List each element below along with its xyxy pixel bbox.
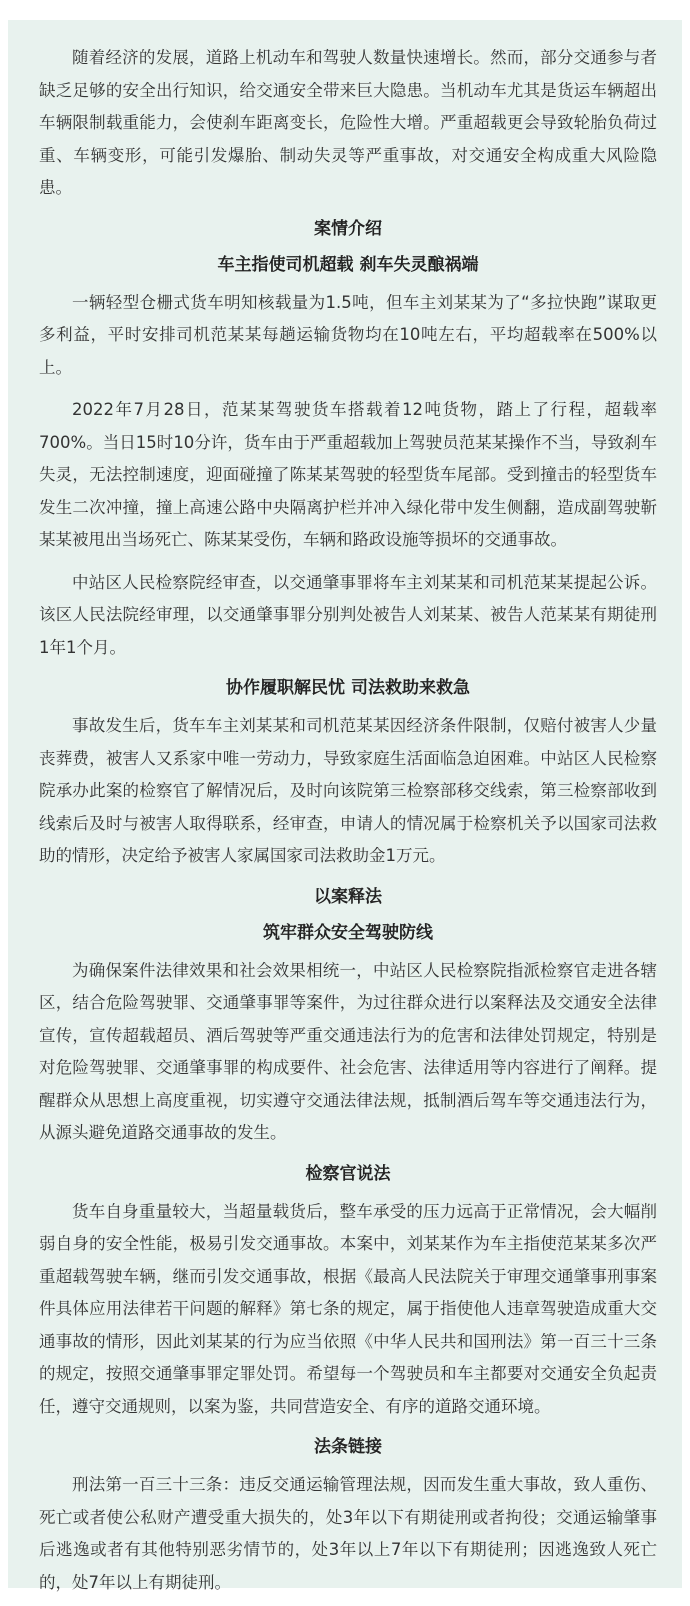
- section-title-prosecutor-says: 检察官说法: [305, 1163, 391, 1184]
- section-title-law-link: 法条链接: [314, 1437, 382, 1457]
- subheading-safe-driving: 筑牢群众安全驾驶防线: [263, 922, 433, 943]
- subheading-overload: 车主指使司机超载 刹车失灵酿祸端: [217, 254, 479, 275]
- section-title-case-intro: 案情介绍: [314, 218, 382, 239]
- law-explain-paragraph: 为确保案件法律效果和社会效果相统一，中站区人民检察院指派检察官走进各辖区，结合危险驾驶罪、交通肇事罪等案件，为过往群众进行以案释法及交通安全法律宣传，宣传超载超员、酒后驾驶等严重交通违法行为的危害和法律处罚规定，特别是对危险驾驶罪、交通肇事罪的构成要件、社会危害、法律适用等内容进行了阐释。提醒群众从思想上高度重视，切实遵守交通法律法规，抵制酒后驾车等交通违法行为，从源头避免道路交通事故的发生。: [39, 960, 657, 1142]
- case-paragraph-3: 中站区人民检察院经审查，以交通肇事罪将车主刘某某和司机范某某提起公诉。该区人民法院经审理，以交通肇事罪分别判处被告人刘某某、被告人范某某有期徒刑1年1个月。: [39, 572, 657, 657]
- case-paragraph-1: 一辆轻型仓栅式货车明知核载量为1.5吨，但车主刘某某为了“多拉快跑”谋取更多利益，平时安排司机范某某每趟运输货物均在10吨左右，平均超载率在500%以上。: [39, 292, 657, 377]
- case-paragraph-2: 2022年7月28日，范某某驾驶货车搭载着12吨货物，踏上了行程，超载率700%。当日15时10分许，货车由于严重超载加上驾驶员范某某操作不当，导致刹车失灵，无法控制速度，迎面碰撞了陈某某驾驶的轻型货车尾部。受到撞击的轻型货车发生二次冲撞，撞上高速公路中央隔离护栏并冲入绿化带中发生侧翻，造成副驾驶靳某某被甩出当场死亡、陈某某受伤，车辆和路政设施等损坏的交通事故。: [39, 400, 657, 549]
- section-title-law-explain: 以案释法: [314, 886, 382, 907]
- subheading-judicial-aid: 协作履职解民忧 司法救助来救急: [226, 678, 470, 698]
- aid-paragraph: 事故发生后，货车车主刘某某和司机范某某因经济条件限制，仅赔付被害人少量丧葬费，被害人又系家中唯一劳动力，导致家庭生活面临急迫困难。中站区人民检察院承办此案的检察官了解情况后，及时向该院第三检察部移交线索，第三检察部收到线索后及时与被害人取得联系，经审查，申请人的情况属于检察机关予以国家司法救助的情形，决定给予被害人家属国家司法救助金1万元。: [39, 716, 657, 865]
- article-panel: [8, 20, 682, 1592]
- prosecutor-paragraph: 货车自身重量较大，当超量载货后，整车承受的压力远高于正常情况，会大幅削弱自身的安全性能，极易引发交通事故。本案中，刘某某作为车主指使范某某多次严重超载驾驶车辆，继而引发交通事故，根据《最高人民法院关于审理交通肇事刑事案件具体应用法律若干问题的解释》第七条的规定，属于指使他人违章驾驶造成重大交通事故的情形，因此刘某某的行为应当依照《中华人民共和国刑法》第一百三十三条的规定，按照交通肇事罪定罪处罚。希望每一个驾驶员和车主都要对交通安全负起责任，遵守交通规则，以案为鉴，共同营造安全、有序的道路交通环境。: [39, 1201, 657, 1416]
- law-link-paragraph: 刑法第一百三十三条：违反交通运输管理法规，因而发生重大事故，致人重伤、死亡或者使公私财产遭受重大损失的，处3年以下有期徒刑或者拘役；交通运输肇事后逃逸或者有其他特别恶劣情节的，处3年以上7年以下有期徒刑；因逃逸致人死亡的，处7年以上有期徒刑。: [39, 1475, 657, 1592]
- intro-paragraph: 随着经济的发展，道路上机动车和驾驶人数量快速增长。然而，部分交通参与者缺乏足够的安全出行知识，给交通安全带来巨大隐患。当机动车尤其是货运车辆超出车辆限制载重能力，会使刹车距离变长，危险性大增。严重超载更会导致轮胎负荷过重、车辆变形，可能引发爆胎、制动失灵等严重事故，对交通安全构成重大风险隐患。: [39, 48, 657, 197]
